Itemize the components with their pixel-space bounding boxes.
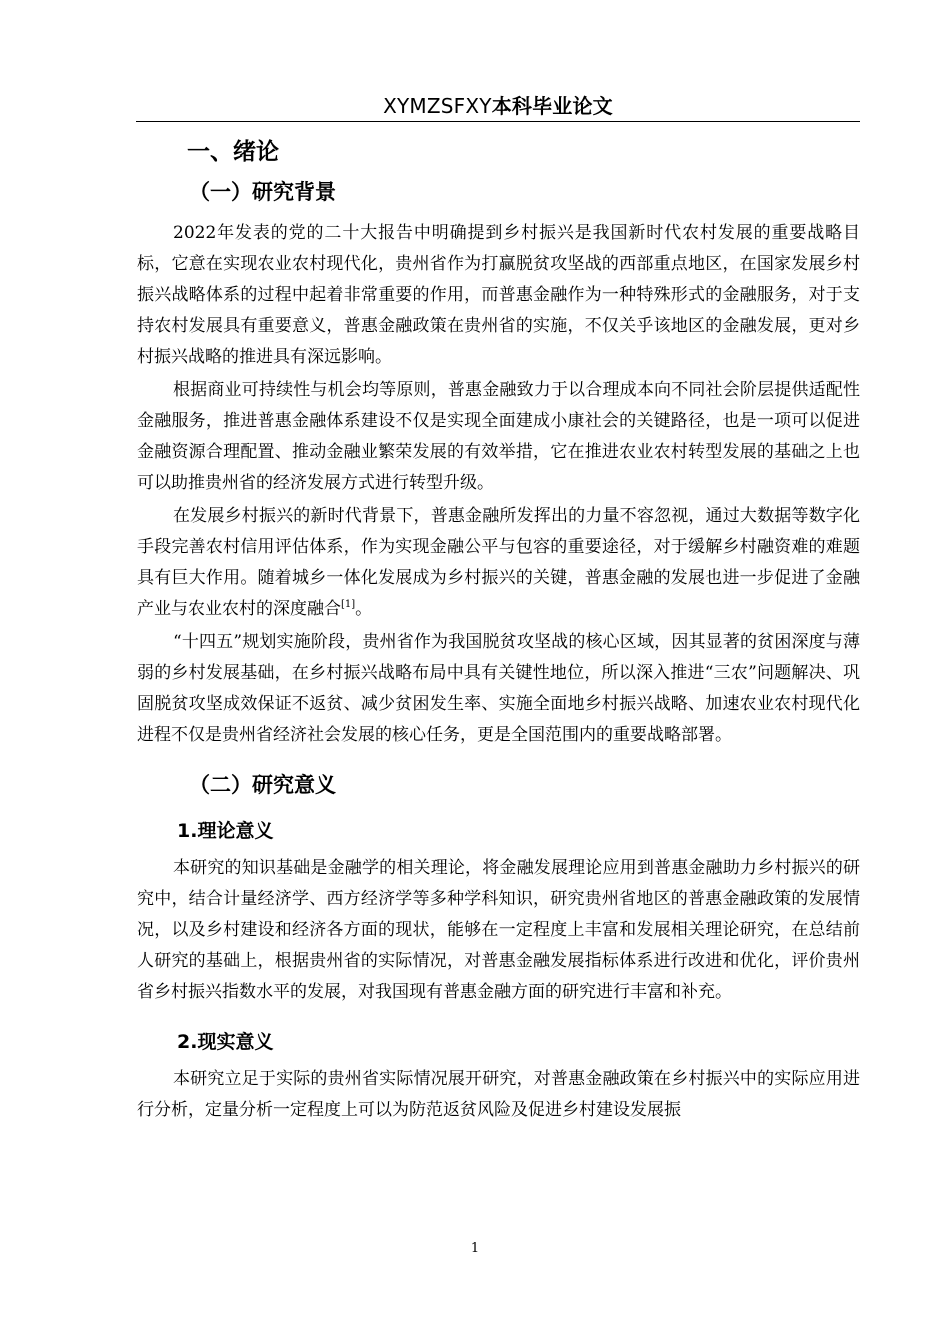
page-number: 1 — [470, 1241, 480, 1256]
paragraph: 本研究的知识基础是金融学的相关理论，将金融发展理论应用到普惠金融助力乡村振兴的研究中，结合计量经济学、西方经济学等多种学科知识，研究贵州省地区的普惠金融政策的发展情况，以及乡村建设和经济各方面的现状，能够在一定程度上丰富和发展相关理论研究，在总结前人研究的基础上，根据贵州省的实际情况，对普惠金融发展指标体系进行改进和优化，评价贵州省乡村振兴指数水平的发展，对我国现有普惠金融方面的研究进行丰富和补充。 — [137, 858, 860, 1002]
page-header — [136, 92, 860, 122]
document-body — [137, 130, 860, 1128]
paragraph-text: 在发展乡村振兴的新时代背景下，普惠金融所发挥出的力量不容忽视，通过大数据等数字化手段完善农村信用评估体系，作为实现金融公平与包容的重要途径，对于缓解乡村融资难的难题具有巨大作用。随着城乡一体化发展成为乡村振兴的关键，普惠金融的发展也进一步促进了金融产业与农业农村的深度融合 — [137, 506, 860, 619]
citation-ref: [1] — [341, 599, 356, 610]
paragraph-with-citation — [137, 501, 860, 625]
paragraph: “十四五”规划实施阶段，贵州省作为我国脱贫攻坚战的核心区域，因其显著的贫困深度与薄弱的乡村发展基础，在乡村振兴战略布局中具有关键性地位，所以深入推进“三农”问题解决、巩固脱贫攻坚成效保证不返贫、减少贫困发生率、实施全面地乡村振兴战略、加速农业农村现代化进程不仅是贵州省经济社会发展的核心任务，更是全国范围内的重要战略部署。 — [137, 632, 860, 745]
chapter-heading: 一、绪论 — [187, 139, 279, 165]
paragraph: 2022年发表的党的二十大报告中明确提到乡村振兴是我国新时代农村发展的重要战略目标，它意在实现农业农村现代化，贵州省作为打赢脱贫攻坚战的西部重点地区，在国家发展乡村振兴战略体系的过程中起着非常重要的作用，而普惠金融作为一种特殊形式的金融服务，对于支持农村发展具有重要意义，普惠金融政策在贵州省的实施，不仅关乎该地区的金融发展，更对乡村振兴战略的推进具有深远影响。 — [137, 223, 860, 367]
paragraph: 本研究立足于实际的贵州省实际情况展开研究，对普惠金融政策在乡村振兴中的实际应用进行分析，定量分析一定程度上可以为防范返贫风险及促进乡村建设发展振 — [137, 1069, 860, 1120]
header-title: 本科毕业论文 — [491, 94, 613, 118]
subsection-heading-theory: 1.理论意义 — [177, 820, 274, 842]
section-heading-significance: （二）研究意义 — [189, 773, 336, 797]
subsection-heading-practice: 2.现实意义 — [177, 1031, 274, 1053]
section-heading-background: （一）研究背景 — [189, 180, 336, 204]
paragraph: 根据商业可持续性与机会均等原则，普惠金融致力于以合理成本向不同社会阶层提供适配性金融服务，推进普惠金融体系建设不仅是实现全面建成小康社会的关键路径，也是一项可以促进金融资源合理配置、推动金融业繁荣发展的有效举措，它在推进农业农村转型发展的基础之上也可以助推贵州省的经济发展方式进行转型升级。 — [137, 380, 860, 493]
header-code: XYMZSFXY — [383, 94, 492, 118]
paragraph-end-punct: 。 — [355, 599, 373, 619]
